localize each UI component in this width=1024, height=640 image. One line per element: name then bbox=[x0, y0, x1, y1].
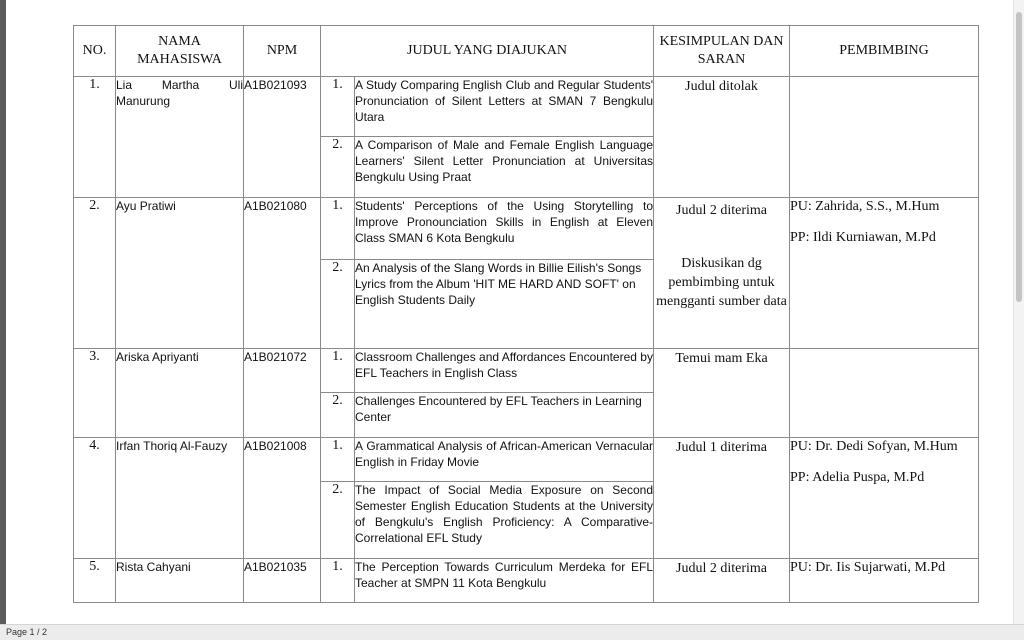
table-row bbox=[74, 559, 979, 603]
student-npm: A1B021080 bbox=[244, 198, 321, 349]
pembimbing-utama: PU: Dr. Iis Sujarwati, M.Pd bbox=[790, 560, 946, 575]
student-name: Ariska Apriyanti bbox=[116, 349, 244, 438]
row-number: 3. bbox=[74, 349, 116, 438]
student-npm: A1B021008 bbox=[244, 438, 321, 559]
row-number: 5. bbox=[74, 559, 116, 603]
header-kesimpulan: KESIMPULAN DAN SARAN bbox=[654, 26, 790, 77]
pembimbing-utama: PU: Dr. Dedi Sofyan, M.Hum bbox=[790, 439, 958, 454]
student-name: Rista Cahyani bbox=[116, 559, 244, 603]
kesimpulan-cell bbox=[654, 198, 790, 349]
title-number: 1. bbox=[321, 198, 355, 260]
row-number: 1. bbox=[74, 77, 116, 198]
status-bar bbox=[0, 624, 1024, 640]
table-row bbox=[74, 438, 979, 482]
pembimbing-pendamping: PP: Ildi Kurniawan, M.Pd bbox=[790, 230, 936, 245]
title-number: 1. bbox=[321, 349, 355, 393]
header-pembimbing: PEMBIMBING bbox=[790, 26, 979, 77]
title-number: 2. bbox=[321, 137, 355, 198]
title-number: 2. bbox=[321, 393, 355, 438]
pembimbing-utama: PU: Zahrida, S.S., M.Hum bbox=[790, 199, 940, 214]
title-text: A Grammatical Analysis of African-American Vernacular English in Friday Movie bbox=[355, 438, 654, 482]
header-npm: NPM bbox=[244, 26, 321, 77]
header-no: NO. bbox=[74, 26, 116, 77]
kesimpulan-text: Judul 1 diterima bbox=[654, 438, 790, 559]
kesimpulan-text: Judul 2 diterima bbox=[654, 559, 790, 603]
table-row bbox=[74, 349, 979, 393]
kesimpulan-text: Judul 2 diterima bbox=[676, 203, 767, 218]
row-number: 4. bbox=[74, 438, 116, 559]
title-text: A Comparison of Male and Female English Language Learners' Silent Letter Pronunciation at Universitas Bengkulu Using Praat bbox=[355, 137, 654, 198]
header-judul: JUDUL YANG DIAJUKAN bbox=[321, 26, 654, 77]
title-text: A Study Comparing English Club and Regular Students' Pronunciation of Silent Letters at SMAN 7 Bengkulu Utara bbox=[355, 77, 654, 137]
table-row bbox=[74, 198, 979, 260]
title-text: The Perception Towards Curriculum Merdeka for EFL Teacher at SMPN 11 Kota Bengkulu bbox=[355, 559, 654, 603]
viewer-left-edge bbox=[0, 0, 6, 624]
title-number: 1. bbox=[321, 77, 355, 137]
title-text: The Impact of Social Media Exposure on Second Semester English Education Students at the University of Bengkulu's English Proficiency: A Comparative-Correlational EFL Study bbox=[355, 482, 654, 559]
pembimbing-cell bbox=[790, 349, 979, 438]
header-row bbox=[74, 26, 979, 77]
row-number: 2. bbox=[74, 198, 116, 349]
title-number: 1. bbox=[321, 438, 355, 482]
pembimbing-cell bbox=[790, 438, 979, 559]
title-text: An Analysis of the Slang Words in Billie Eilish's Songs Lyrics from the Album 'HIT ME HARD AND SOFT' on English Students Daily bbox=[355, 260, 654, 349]
student-name: Irfan Thoriq Al-Fauzy bbox=[116, 438, 244, 559]
table-row bbox=[74, 77, 979, 137]
title-number: 2. bbox=[321, 482, 355, 559]
scrollbar-thumb[interactable] bbox=[1016, 12, 1022, 302]
title-text: Challenges Encountered by EFL Teachers in Learning Center bbox=[355, 393, 654, 438]
kesimpulan-note: Diskusikan dg pembimbing untuk mengganti sumber data bbox=[656, 256, 787, 309]
title-number: 1. bbox=[321, 559, 355, 603]
pembimbing-cell bbox=[790, 198, 979, 349]
student-npm: A1B021093 bbox=[244, 77, 321, 198]
title-text: Classroom Challenges and Affordances Encountered by EFL Teachers in English Class bbox=[355, 349, 654, 393]
student-name: Ayu Pratiwi bbox=[116, 198, 244, 349]
header-nama: NAMA MAHASISWA bbox=[116, 26, 244, 77]
student-name: Lia Martha Uli Manurung bbox=[116, 77, 244, 198]
pembimbing-cell bbox=[790, 559, 979, 603]
vertical-scrollbar[interactable] bbox=[1013, 0, 1024, 624]
kesimpulan-text: Judul ditolak bbox=[654, 77, 790, 198]
kesimpulan-text: Temui mam Eka bbox=[654, 349, 790, 438]
title-number: 2. bbox=[321, 260, 355, 349]
proposal-table bbox=[73, 25, 979, 603]
pembimbing-pendamping: PP: Adelia Puspa, M.Pd bbox=[790, 470, 925, 485]
student-npm: A1B021035 bbox=[244, 559, 321, 603]
student-npm: A1B021072 bbox=[244, 349, 321, 438]
pembimbing-cell bbox=[790, 77, 979, 198]
page-indicator: Page 1 / 2 bbox=[6, 627, 48, 637]
title-text: Students' Perceptions of the Using Storytelling to Improve Pronounciation Skills in English at Eleven Class SMAN 6 Kota Bengkulu bbox=[355, 198, 654, 260]
